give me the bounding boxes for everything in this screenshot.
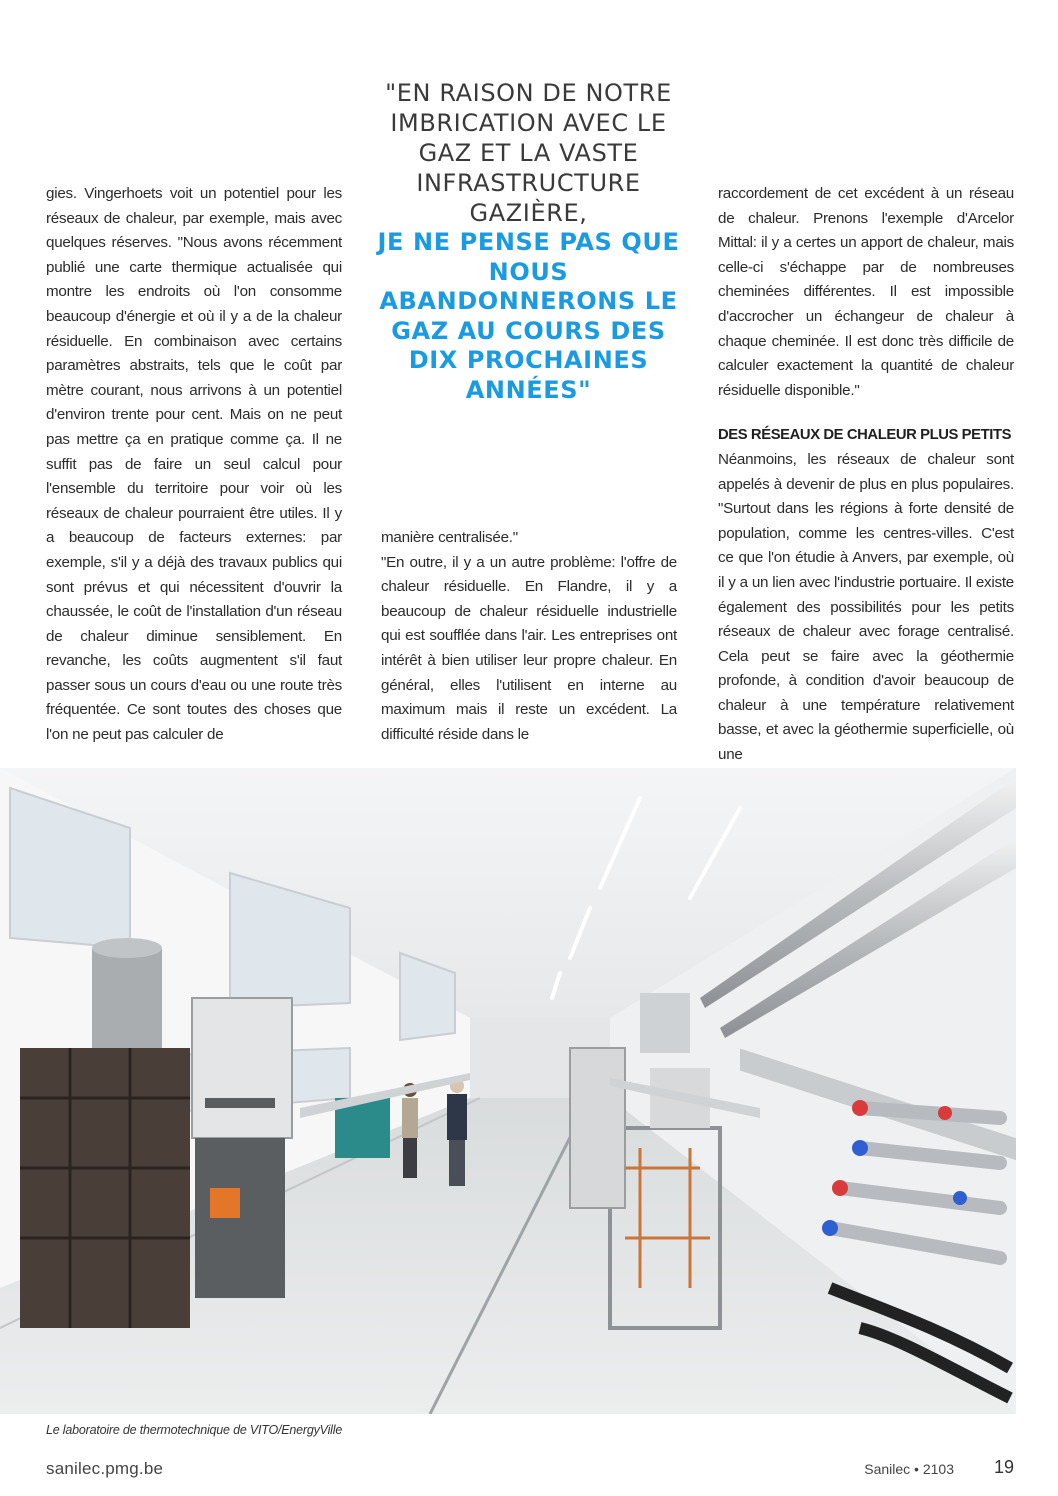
footer-issue: Sanilec • 2103 bbox=[864, 1461, 954, 1477]
photo-caption: Le laboratoire de thermotechnique de VITO/EnergyVille bbox=[46, 1423, 343, 1437]
footer-website-link[interactable]: sanilec.pmg.be bbox=[46, 1459, 164, 1478]
page-number: 19 bbox=[993, 1457, 1014, 1477]
column-2-paragraph-1: manière centralisée." bbox=[381, 529, 518, 546]
pull-quote-intro: "EN RAISON DE NOTRE IMBRICATION AVEC LE GAZ ET LA VASTE INFRASTRUCTURE GAZIÈRE, bbox=[385, 79, 672, 227]
column-3-paragraph-2: Néanmoins, les réseaux de chaleur sont appelés à devenir de plus en plus populaires. "Surtout dans les régions à forte densité de population, comme les centres-villes. C'est ce que l'on étudie à Anvers, par exemple, où il y a un lien avec l'industrie portuaire. Il existe également des possibilités pour les petits réseaux de chaleur avec forage centralisé. Cela peut se faire avec la géothermie profonde, à condition d'avoir beaucoup de chaleur à une température relativement basse, et avec la géothermie superficielle, où une bbox=[718, 450, 1014, 764]
lab-photo-illustration bbox=[0, 768, 1016, 1414]
column-1-text: gies. Vingerhoets voit un potentiel pour les réseaux de chaleur, par exemple, mais avec quelques réserves. "Nous avons récemment publié une carte thermique actualisée qui montre les endroits où l'on consomme beaucoup d'énergie et où il y a de la chaleur résiduelle. En combinaison avec certains paramètres abstraits, tels que le coût par mètre courant, nous arrivons à un potentiel d'environ trente pour cent. Mais on ne peut pas mettre ça en pratique comme ça. Il ne suffit pas de faire un seul calcul pour l'ensemble du territoire pour voir où les réseaux de chaleur pourraient être utiles. Il y a beaucoup de facteurs externes: par exemple, s'il y a déjà des travaux publics qui sont prévus et qui nécessitent d'ouvrir la chaussée, le coût de l'installation d'un réseau de chaleur diminue sensiblement. En revanche, les coûts augmentent s'il faut passer sous un cours d'eau ou une route très fréquentée. Ce sont toutes des choses que l'on ne peut pas calculer de bbox=[46, 185, 342, 744]
lab-photo bbox=[0, 768, 1016, 1414]
pull-quote-highlight: JE NE PENSE PAS QUE NOUS ABANDONNERONS LE GAZ AU COURS DES DIX PROCHAINES ANNÉES" bbox=[377, 228, 680, 404]
section-subheading: DES RÉSEAUX DE CHALEUR PLUS PETITS bbox=[718, 427, 1012, 444]
article-column-2 bbox=[381, 526, 677, 747]
column-3-paragraph-1: raccordement de cet excédent à un réseau de chaleur. Prenons l'exemple d'Arcelor Mittal: il y a certes un apport de chaleur, mais celle-ci s'échappe par de nombreuses cheminées différentes. Il est impossible d'accrocher un échangeur de chaleur à chaque cheminée. Il est donc très difficile de calculer exactement la quantité de chaleur résiduelle disponible." bbox=[718, 185, 1014, 399]
pull-quote bbox=[372, 78, 685, 405]
column-2-paragraph-2: "En outre, il y a un autre problème: l'offre de chaleur résiduelle. En Flandre, il y a beaucoup de chaleur résiduelle industrielle qui est soufflée dans l'air. Les entreprises ont intérêt à bien utiliser leur propre chaleur. En général, elles l'utilisent en interne au maximum mais il reste un excédent. La difficulté réside dans le bbox=[381, 553, 677, 743]
article-column-1 bbox=[46, 182, 342, 748]
article-column-3 bbox=[718, 182, 1014, 768]
